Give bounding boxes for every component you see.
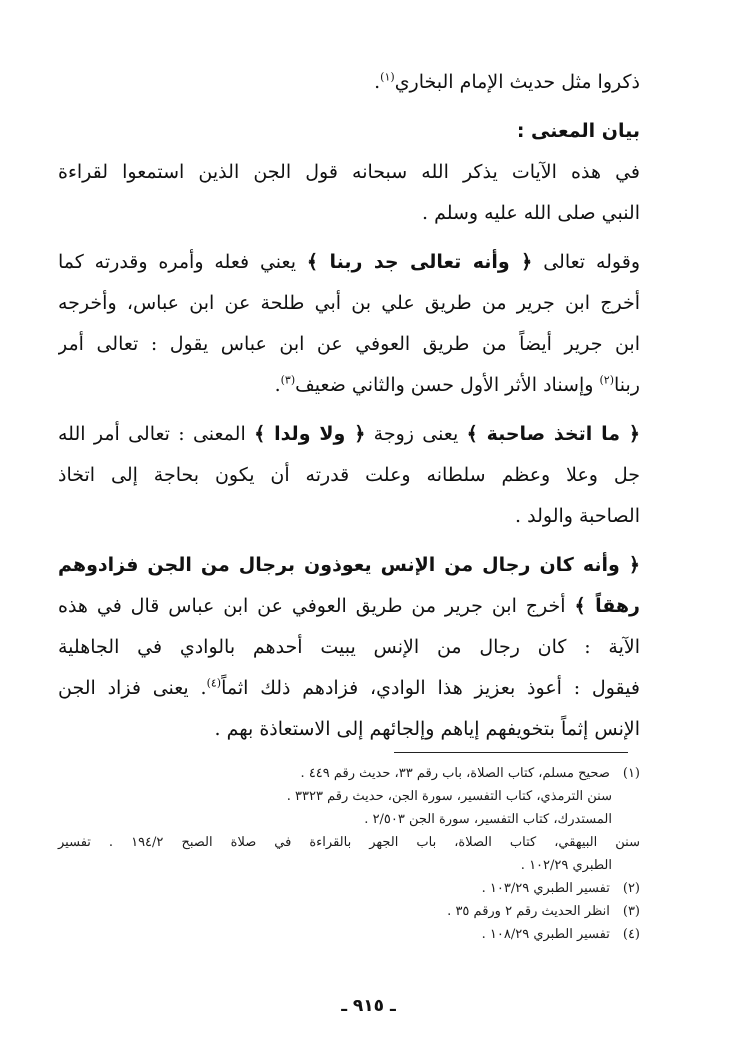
footnote-text: المستدرك، كتاب التفسير، سورة الجن ٢/٥٠٣ . <box>364 812 612 827</box>
quran-quote: ﴿ ما اتخذ صاحبة ﴾ <box>466 423 640 445</box>
footnote-ref: (٤) <box>206 676 222 690</box>
text-line <box>58 668 640 709</box>
text-line: النبي صلى الله عليه وسلم . <box>422 202 640 224</box>
text-segment: يعني فعله وأمره وقدرته كما <box>58 251 296 273</box>
text-line <box>58 62 640 103</box>
footnote-text: تفسير الطبري ١٠٣/٢٩ . <box>481 881 610 896</box>
text-segment: . <box>374 71 381 93</box>
main-text <box>58 62 640 750</box>
quran-quote: ﴿ وأنه تعالى جد ربنا ﴾ <box>306 251 533 273</box>
footnote-number: (٤) <box>622 927 640 942</box>
text-segment: وإسناد الأثر الأول حسن والثاني ضعيف <box>295 374 594 396</box>
footnote-ref: (٣) <box>280 373 296 387</box>
text-segment: وقوله تعالى <box>543 251 640 273</box>
quran-quote-line: ﴿ وأنه كان رجال من الإنس يعوذون برجال من الجن فزادوهم <box>58 554 640 576</box>
quran-quote: رهقاً ﴾ <box>574 595 640 617</box>
section-heading: بيان المعنى : <box>516 120 640 142</box>
text-line: في هذه الآيات يذكر الله سبحانه قول الجن الذين استمعوا لقراءة <box>58 161 640 183</box>
footnote-ref: (٢) <box>599 373 614 387</box>
footnote-3 <box>58 900 640 923</box>
text-line <box>58 365 640 406</box>
text-segment: يعنى زوجة <box>373 423 459 445</box>
quran-quote: ﴿ ولا ولدا ﴾ <box>254 423 366 445</box>
footnote-text: سنن الترمذي، كتاب التفسير، سورة الجن، حديث رقم ٣٣٢٣ . <box>286 789 612 804</box>
text-line <box>58 414 640 455</box>
text-segment: المعنى : تعالى أمر الله <box>58 423 246 445</box>
page-number: ـ ٩١٥ ـ <box>341 996 396 1016</box>
text-segment: أخرج ابن جرير من طريق العوفي عن ابن عباس قال في هذه <box>58 595 566 617</box>
text-line: الآية : كان رجال من الإنس يبيت أحدهم بالوادي في الجاهلية <box>58 636 640 658</box>
text-line: ابن جرير أيضاً من طريق العوفي عن ابن عباس يقول : تعالى أمر <box>58 333 640 355</box>
text-segment: ربنا <box>614 374 640 396</box>
text-line: الصاحبة والولد . <box>515 505 640 527</box>
text-segment: فيقول : أعوذ بعزيز هذا الوادي، فزادهم ذلك اثماً <box>221 677 640 699</box>
footnote-text: صحيح مسلم، كتاب الصلاة، باب رقم ٣٣، حديث رقم ٤٤٩ . <box>300 766 610 781</box>
footnote-ref: (١) <box>380 70 395 84</box>
footnote-text: سنن البيهقي، كتاب الصلاة، باب الجهر بالقراءة في صلاة الصبح ١٩٤/٢ . تفسير <box>58 835 640 850</box>
footnote-4 <box>58 923 640 946</box>
text-segment: . يعنى فزاد الجن <box>58 677 207 699</box>
footnote-text: الطبري ١٠٢/٢٩ . <box>520 858 612 873</box>
footnote-number: (١) <box>622 766 640 781</box>
text-line: جل وعلا وعظم سلطانه وعلت قدرته أن يكون بحاجة إلى اتخاذ <box>58 464 640 486</box>
footnote-number: (٣) <box>622 904 640 919</box>
text-line <box>58 586 640 627</box>
text-segment: . <box>274 374 281 396</box>
footnote-separator <box>394 752 628 753</box>
footnotes <box>58 762 640 946</box>
footnote-number: (٢) <box>622 881 640 896</box>
footnote-1 <box>58 762 640 877</box>
footnote-text: تفسير الطبري ١٠٨/٢٩ . <box>481 927 610 942</box>
text-line: الإنس إثماً بتخويفهم إياهم وإلجائهم إلى الاستعاذة بهم . <box>214 718 640 740</box>
text-line <box>58 242 640 283</box>
text-line: أخرج ابن جرير من طريق علي بن أبي طلحة عن ابن عباس، وأخرجه <box>58 292 640 314</box>
footnote-2 <box>58 877 640 900</box>
footnote-text: انظر الحديث رقم ٢ ورقم ٣٥ . <box>447 904 610 919</box>
text-segment: ذكروا مثل حديث الإمام البخاري <box>394 71 640 93</box>
